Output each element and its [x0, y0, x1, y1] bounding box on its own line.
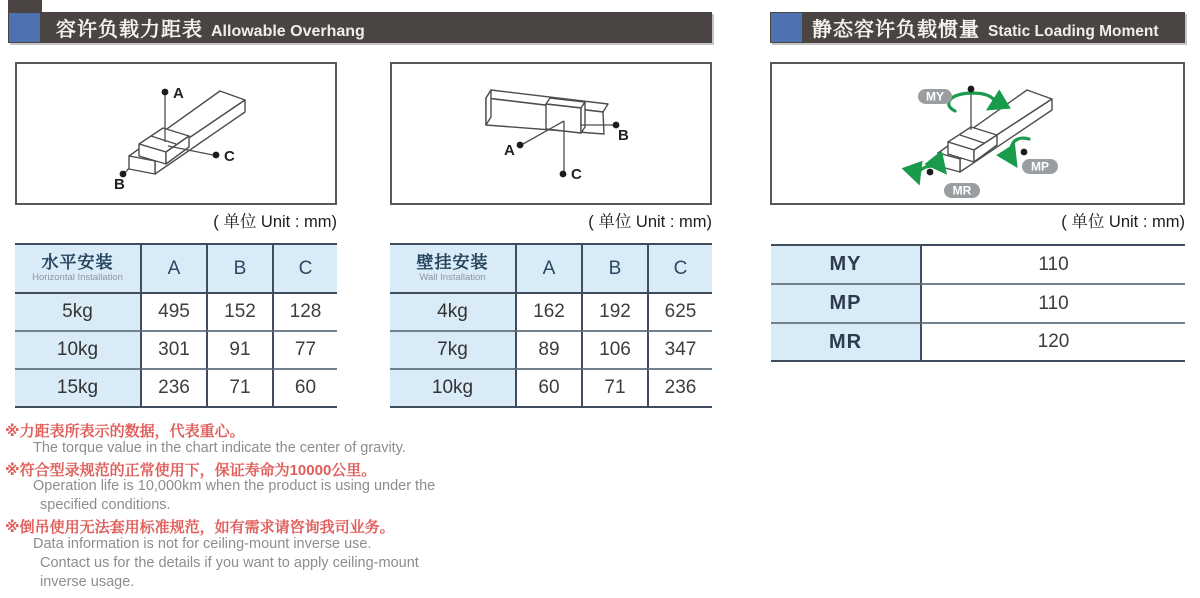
- value-cell: 236: [647, 370, 712, 408]
- column-header-b: B: [581, 245, 647, 294]
- horizontal-installation-diagram: [15, 62, 337, 205]
- my-badge: [918, 89, 952, 104]
- static-moment-diagram: [770, 62, 1185, 205]
- value-cell: 91: [206, 332, 272, 370]
- rail-isometric-drawing: [392, 64, 710, 203]
- note-en-3a: Data information is not for ceiling-mount inverse use.: [33, 536, 372, 552]
- unit-label: ( 单位 Unit : mm): [1061, 213, 1185, 231]
- note-en-2a: Operation life is 10,000km when the product is using under the: [33, 478, 436, 494]
- rail-moment-drawing: [772, 64, 1183, 203]
- value-cell: 128: [272, 294, 337, 332]
- note-en-3c: inverse usage.: [40, 574, 135, 590]
- label-b: B: [114, 176, 125, 193]
- svg-text:MY: MY: [926, 89, 944, 104]
- row-label: MP: [771, 285, 920, 324]
- note-zh-1: ※力距表所表示的数据，代表重心。: [5, 423, 245, 440]
- row-label: 7kg: [390, 332, 515, 370]
- value-cell: 120: [920, 324, 1185, 362]
- row-label: 5kg: [15, 294, 140, 332]
- rail-isometric-drawing: [17, 64, 335, 203]
- value-cell: 71: [581, 370, 647, 408]
- overhang-title-zh: 容许负载力距表: [56, 19, 203, 41]
- horizontal-installation-table: [15, 243, 337, 408]
- value-cell: 110: [920, 246, 1185, 285]
- row-label: 10kg: [15, 332, 140, 370]
- value-cell: 89: [515, 332, 581, 370]
- note-en-3b: Contact us for the details if you want to apply ceiling-mount: [40, 555, 419, 571]
- note-en-2b: specified conditions.: [40, 497, 171, 513]
- value-cell: 625: [647, 294, 712, 332]
- overhang-header-bar: [8, 12, 712, 43]
- row-label: MR: [771, 324, 920, 362]
- unit-label: ( 单位 Unit : mm): [213, 213, 337, 231]
- value-cell: 60: [272, 370, 337, 408]
- column-header-a: A: [515, 245, 581, 294]
- label-c: C: [224, 148, 235, 165]
- note-en-1: The torque value in the chart indicate the center of gravity.: [33, 440, 406, 456]
- unit-label: ( 单位 Unit : mm): [588, 213, 712, 231]
- value-cell: 192: [581, 294, 647, 332]
- value-cell: 495: [140, 294, 206, 332]
- overhang-title-en: Allowable Overhang: [211, 23, 365, 40]
- value-cell: 106: [581, 332, 647, 370]
- value-cell: 77: [272, 332, 337, 370]
- value-cell: 60: [515, 370, 581, 408]
- row-label: MY: [771, 246, 920, 285]
- value-cell: 71: [206, 370, 272, 408]
- moment-header-bar: [770, 12, 1185, 43]
- row-label: 10kg: [390, 370, 515, 408]
- row-label: 4kg: [390, 294, 515, 332]
- value-cell: 236: [140, 370, 206, 408]
- blue-square-icon: [9, 13, 40, 42]
- label-c: C: [571, 166, 582, 183]
- table-header-cell: 水平安装 Horizontal Installation: [15, 245, 140, 294]
- svg-text:MR: MR: [952, 183, 972, 198]
- column-header-a: A: [140, 245, 206, 294]
- value-cell: 301: [140, 332, 206, 370]
- note-zh-2: ※符合型录规范的正常使用下，保证寿命为10000公里。: [5, 462, 377, 479]
- value-cell: 110: [920, 285, 1185, 324]
- note-zh-3: ※倒吊使用无法套用标准规范，如有需求请咨询我司业务。: [5, 519, 395, 536]
- mp-badge: [1022, 159, 1058, 174]
- label-a: A: [173, 85, 184, 102]
- column-header-c: C: [272, 245, 337, 294]
- value-cell: 152: [206, 294, 272, 332]
- moment-title-zh: 静态容许负载惯量: [812, 19, 980, 41]
- table-header-cell: 壁挂安装 Wall Installation: [390, 245, 515, 294]
- svg-text:MP: MP: [1031, 159, 1049, 174]
- column-header-c: C: [647, 245, 712, 294]
- column-header-b: B: [206, 245, 272, 294]
- blue-square-icon: [771, 13, 802, 42]
- label-a: A: [504, 142, 515, 159]
- value-cell: 347: [647, 332, 712, 370]
- moment-title-en: Static Loading Moment: [988, 23, 1159, 40]
- wall-installation-table: [390, 243, 712, 408]
- static-moment-table: [771, 244, 1185, 362]
- row-label: 15kg: [15, 370, 140, 408]
- value-cell: 162: [515, 294, 581, 332]
- mr-badge: [944, 183, 980, 198]
- wall-installation-diagram: [390, 62, 712, 205]
- label-b: B: [618, 127, 629, 144]
